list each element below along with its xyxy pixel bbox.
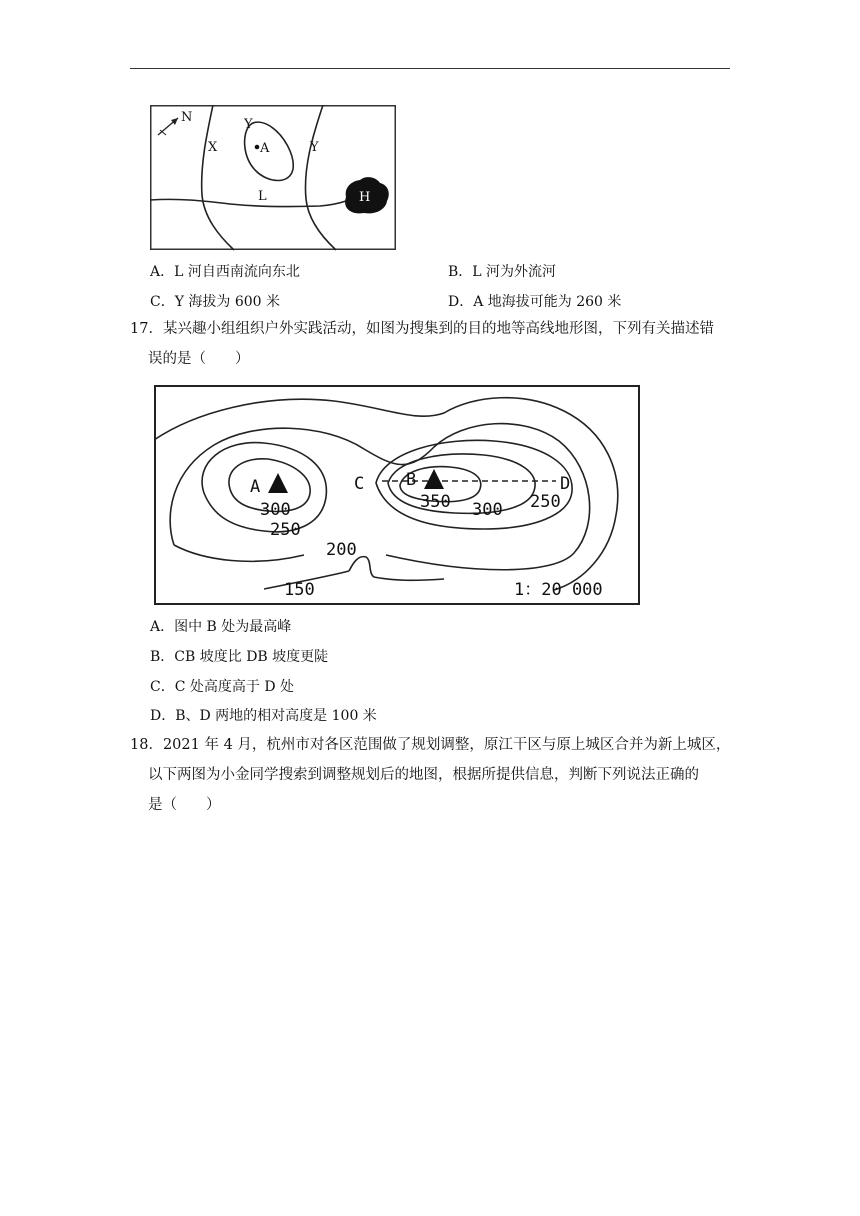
q16-option-d[interactable]: D．A 地海拔可能为 260 米	[448, 294, 622, 310]
q17-stem	[130, 314, 714, 374]
label-250-left: 250	[270, 520, 301, 540]
q17-option-b[interactable]: B．CB 坡度比 DB 坡度更陡	[150, 649, 329, 665]
label-200: 200	[326, 540, 357, 560]
label-point-b: B	[406, 470, 417, 490]
q16-option-a[interactable]: A．L 河自西南流向东北	[150, 264, 300, 280]
q17-option-c[interactable]: C．C 处高度高于 D 处	[150, 679, 294, 695]
label-a: A	[260, 141, 270, 156]
q17-option-d[interactable]: D．B、D 两地的相对高度是 100 米	[150, 708, 377, 724]
point-a-dot	[255, 145, 260, 150]
label-x: X	[208, 140, 218, 155]
label-point-a: A	[250, 477, 261, 497]
label-l: L	[258, 189, 267, 204]
q17-contour-map	[154, 385, 640, 605]
header-rule	[130, 68, 730, 69]
label-h: H	[359, 190, 371, 205]
label-300-right: 300	[472, 500, 503, 520]
label-300-left: 300	[260, 500, 291, 520]
q18-line1: 2021 年 4 月，杭州市对各区范围做了规划调整，原江干区与原上城区合并为新上城区，	[162, 737, 731, 753]
q16-option-c[interactable]: C．Y 海拔为 600 米	[150, 294, 281, 310]
label-150: 150	[284, 580, 315, 600]
q17-line1: 某兴趣小组组织户外实践活动，如图为搜集到的目的地等高线地形图，下列有关描述错	[162, 321, 714, 337]
q18-line3: 是（ ）	[148, 797, 221, 813]
label-point-c: C	[354, 474, 365, 494]
q18-stem	[130, 730, 730, 820]
north-label: N	[181, 110, 193, 125]
q16-option-b[interactable]: B．L 河为外流河	[448, 264, 557, 280]
q18-number: 18．	[130, 737, 163, 753]
label-250-right: 250	[530, 492, 561, 512]
q17-line2: 误的是（ ）	[148, 351, 250, 367]
label-y-top: Y	[244, 117, 253, 132]
map-scale: 1：20 000	[514, 580, 603, 600]
label-350: 350	[420, 492, 451, 512]
q18-line2: 以下两图为小金同学搜索到调整规划后的地图，根据所提供信息，判断下列说法正确的	[148, 767, 699, 783]
label-point-d: D	[560, 474, 571, 494]
q17-option-a[interactable]: A．图中 B 处为最高峰	[150, 619, 292, 635]
q17-number: 17．	[130, 321, 163, 337]
label-y-right: Y	[310, 140, 319, 155]
q16-contour-map	[150, 105, 396, 251]
